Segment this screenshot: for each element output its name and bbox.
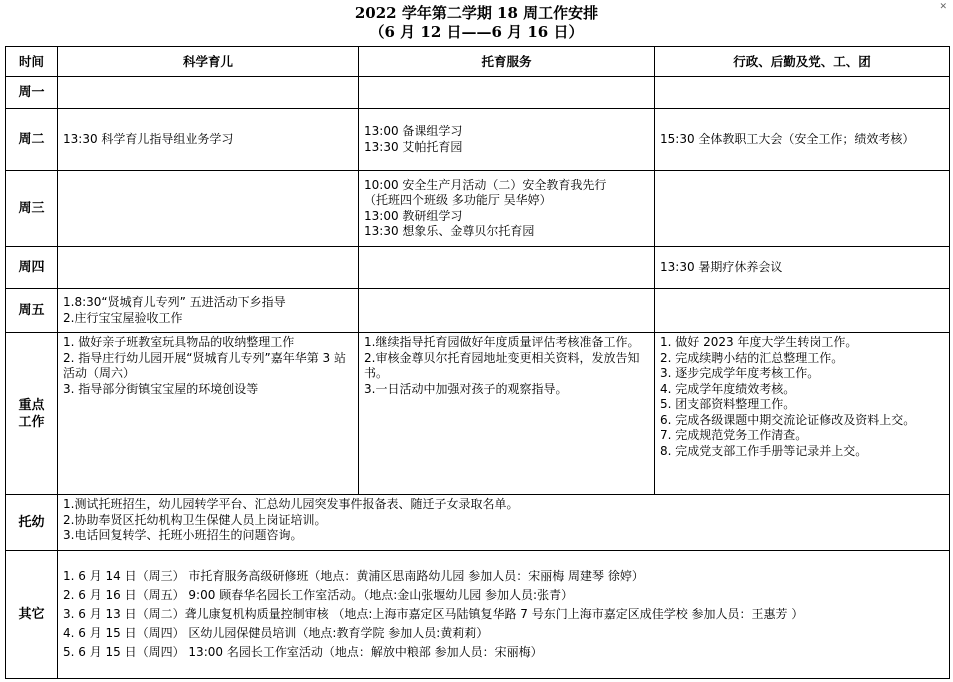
cell-mon-col3 (655, 77, 950, 109)
cell-line: 13:30 科学育儿指导组业务学习 (63, 131, 234, 146)
day-label: 周三 (6, 171, 58, 247)
cell-other (58, 551, 950, 679)
cell-line: 1.8:30“贤城育儿专列” 五进活动下乡指导 (63, 295, 286, 309)
day-label: 周一 (6, 77, 58, 109)
cell-line: 3. 6 月 13 日（周二）聋儿康复机构质量控制审核 （地点:上海市嘉定区马陆镇复华路 7 号东门上海市嘉定区成佳学校 参加人员：王惠芳 ） (63, 607, 804, 621)
cell-line: 5. 6 月 15 日（周四） 13:00 名园长工作室活动（地点：解放中粮部 参加人员：宋丽梅） (63, 645, 543, 659)
cell-line: （托班四个班级 多功能厅 吴华婷） (364, 193, 552, 207)
cell-line: 3.一日活动中加强对孩子的观察指导。 (364, 381, 568, 396)
cell-line: 13:00 备课组学习 (364, 124, 463, 138)
row-other (6, 551, 950, 679)
cell-thu-col1 (58, 247, 359, 289)
header-row (6, 47, 950, 77)
cell-line: 2.协助奉贤区托幼机构卫生保健人员上岗证培训。 (63, 512, 327, 527)
cell-key-col1 (58, 333, 359, 495)
cell-line: 4. 完成学年度绩效考核。 (660, 381, 796, 396)
row-friday (6, 289, 950, 333)
page-subtitle: （6 月 12 日——6 月 16 日） (369, 23, 584, 41)
header-science-parenting: 科学育儿 (58, 47, 359, 77)
cell-line: 4. 6 月 15 日（周四） 区幼儿园保健员培训（地点:教育学院 参加人员:黄莉莉） (63, 626, 489, 640)
cell-tue-col1 (58, 109, 359, 171)
row-thursday (6, 247, 950, 289)
cell-mon-col1 (58, 77, 359, 109)
cell-thu-col2 (359, 247, 655, 289)
day-label: 其它 (6, 551, 58, 679)
row-key-work (6, 333, 950, 495)
cell-line: 13:30 艾帕托育园 (364, 139, 463, 154)
cell-line: 3.电话回复转学、托班小班招生的问题咨询。 (63, 528, 303, 542)
cell-wed-col1 (58, 171, 359, 247)
key-work-label: 重点工作 (18, 397, 45, 430)
cell-key-col2 (359, 333, 655, 495)
cell-line: 5. 团支部资料整理工作。 (660, 397, 796, 411)
cell-line: 2.审核金尊贝尔托育园地址变更相关资料，发放告知书。 (364, 350, 640, 380)
day-label: 周五 (6, 289, 58, 333)
page-title: 2022 学年第二学期 18 周工作安排 (354, 4, 599, 22)
day-label: 周二 (6, 109, 58, 171)
cell-line: 3. 指导部分街镇宝宝屋的环境创设等 (63, 381, 259, 396)
cell-line: 7. 完成规范党务工作清查。 (660, 428, 808, 442)
cell-line: 2.庄行宝宝屋验收工作 (63, 310, 183, 325)
day-label: 托幼 (6, 495, 58, 551)
day-label (6, 333, 58, 495)
cell-line: 8. 完成党支部工作手册等记录并上交。 (660, 443, 868, 458)
cell-line: 2. 指导庄行幼儿园开展“贤城育儿专列”嘉年华第 3 站活动（周六） (63, 350, 346, 380)
row-wednesday (6, 171, 950, 247)
row-monday (6, 77, 950, 109)
close-icon[interactable]: ✕ (939, 2, 947, 12)
cell-line: 1. 做好 2023 年度大学生转岗工作。 (660, 335, 858, 349)
cell-line: 2. 6 月 16 日（周五） 9:00 顾春华名园长工作室活动。（地点:金山张堰幼儿园 参加人员:张青） (63, 588, 574, 602)
cell-line: 1. 做好亲子班教室玩具物品的收纳整理工作 (63, 335, 295, 349)
cell-wed-col3 (655, 171, 950, 247)
cell-wed-col2 (359, 171, 655, 247)
cell-line: 6. 完成各级课题中期交流论证修改及资料上交。 (660, 412, 916, 427)
day-label: 周四 (6, 247, 58, 289)
cell-tue-col3 (655, 109, 950, 171)
cell-line: 3. 逐步完成学年度考核工作。 (660, 366, 820, 380)
cell-tue-col2 (359, 109, 655, 171)
row-tuesday (6, 109, 950, 171)
cell-line: 13:30 暑期疗休养会议 (660, 259, 783, 274)
cell-line: 10:00 安全生产月活动（二）安全教育我先行 (364, 177, 607, 192)
cell-mon-col2 (359, 77, 655, 109)
cell-thu-col3 (655, 247, 950, 289)
header-admin: 行政、后勤及党、工、团 (655, 47, 950, 77)
cell-fri-col3 (655, 289, 950, 333)
cell-key-col3 (655, 333, 950, 495)
cell-line: 1. 6 月 14 日（周三） 市托育服务高级研修班（地点：黄浦区思南路幼儿园 参加人员：宋丽梅 周建琴 徐婷） (63, 569, 644, 583)
schedule-table (5, 46, 950, 679)
cell-line: 13:30 想象乐、金尊贝尔托育园 (364, 224, 535, 238)
cell-line: 15:30 全体教职工大会（安全工作；绩效考核） (660, 131, 915, 146)
row-tuoyou (6, 495, 950, 551)
cell-fri-col2 (359, 289, 655, 333)
cell-fri-col1 (58, 289, 359, 333)
cell-line: 2. 完成续聘小结的汇总整理工作。 (660, 350, 844, 365)
cell-line: 13:00 教研组学习 (364, 208, 463, 223)
header-time: 时间 (6, 47, 58, 77)
cell-tuoyou (58, 495, 950, 551)
header-childcare-service: 托育服务 (359, 47, 655, 77)
cell-line: 1.继续指导托育园做好年度质量评估考核准备工作。 (364, 335, 640, 349)
cell-line: 1.测试托班招生，幼儿园转学平台、汇总幼儿园突发事件报备表、随迁子女录取名单。 (63, 497, 519, 511)
